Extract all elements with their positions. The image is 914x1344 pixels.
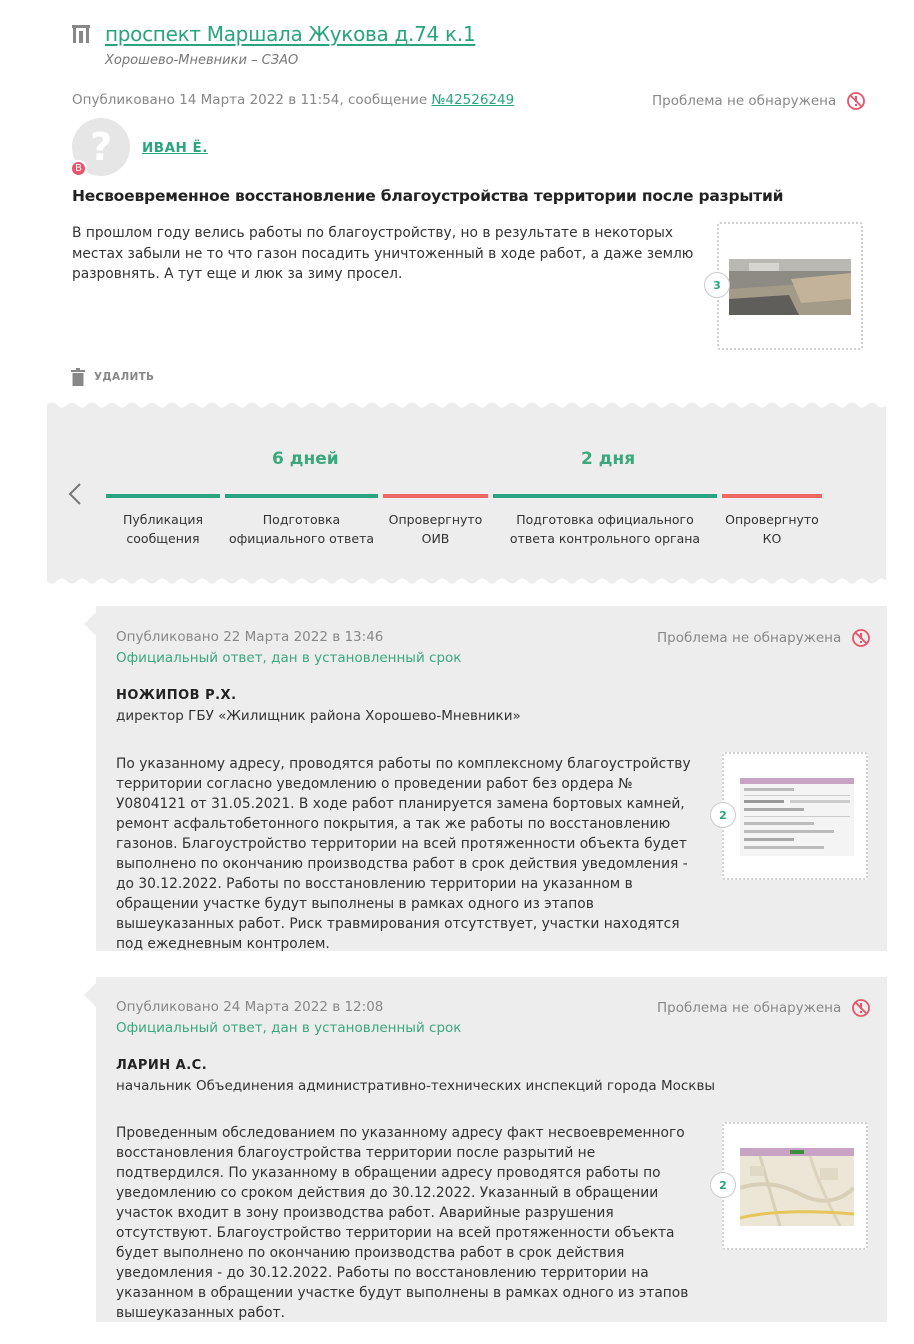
answer-notch xyxy=(84,983,96,1007)
timeline-bar-preparation-ko xyxy=(493,494,717,498)
no-problem-icon xyxy=(846,91,866,111)
photo-thumbnail xyxy=(729,259,851,315)
timeline-label-refuted-oiv: Опровергнуто ОИВ xyxy=(388,512,483,546)
answer-status xyxy=(657,628,871,648)
timeline-label-refuted-ko: Опровергнуто КО xyxy=(725,512,819,546)
answer-official-name: ЛАРИН А.С. xyxy=(116,1058,208,1073)
author-link[interactable]: ИВАН Ё. xyxy=(142,140,208,156)
timeline-bar-preparation xyxy=(225,494,378,498)
status-text: Проблема не обнаружена xyxy=(652,93,837,109)
message-number-link[interactable]: №42526249 xyxy=(431,92,515,108)
district-label: Хорошево-Мневники – СЗАО xyxy=(105,53,299,68)
answer-card-2 xyxy=(96,977,887,1322)
avatar-badge: В xyxy=(70,160,87,177)
published-text: Опубликовано 14 Марта 2022 в 11:54, сообщение xyxy=(72,92,432,108)
answer-status-text: Проблема не обнаружена xyxy=(657,1000,842,1016)
answer-official-name: НОЖИПОВ Р.Х. xyxy=(116,688,237,703)
timeline-label-preparation-ko: Подготовка официального ответа контрольного органа xyxy=(509,512,701,546)
delete-label: УДАЛИТЬ xyxy=(94,371,155,383)
answer-verdict: Официальный ответ, дан в установленный срок xyxy=(116,1020,462,1036)
published-line xyxy=(72,92,514,108)
answer-official-role: начальник Объединения административно-технических инспекций города Москвы xyxy=(116,1078,716,1094)
answer-published: Опубликовано 22 Марта 2022 в 13:46 xyxy=(116,629,384,645)
answer-photo-thumbnail xyxy=(740,778,854,856)
timeline-bar-refuted-oiv xyxy=(383,494,488,498)
avatar-glyph: ? xyxy=(89,125,113,169)
answer-status xyxy=(657,998,871,1018)
answer-published: Опубликовано 24 Марта 2022 в 12:08 xyxy=(116,999,384,1015)
answer-official-role: директор ГБУ «Жилищник района Хорошево-Мневники» xyxy=(116,708,521,724)
band-bottom-edge xyxy=(47,576,886,586)
timeline-bar-publication xyxy=(106,494,220,498)
answer-photo-thumbnail xyxy=(740,1148,854,1226)
delete-button[interactable] xyxy=(70,368,154,386)
answer-card-1 xyxy=(96,606,887,951)
photo-gallery[interactable] xyxy=(717,222,863,350)
answer-notch xyxy=(84,612,96,636)
trash-icon xyxy=(70,368,86,386)
status-line xyxy=(652,91,866,111)
timeline-bar-refuted-ko xyxy=(722,494,822,498)
timeline-days-1: 6 дней xyxy=(272,449,339,469)
answer-photo-gallery[interactable] xyxy=(722,1122,868,1250)
photo-count-badge[interactable]: 3 xyxy=(704,272,730,298)
chevron-left-icon[interactable] xyxy=(68,482,82,506)
timeline-label-publication: Публикация сообщения xyxy=(123,512,203,546)
timeline-label-preparation: Подготовка официального ответа xyxy=(228,512,375,546)
address-title[interactable]: проспект Маршала Жукова д.74 к.1 xyxy=(105,22,476,46)
answer-verdict: Официальный ответ, дан в установленный срок xyxy=(116,650,462,666)
message-text: В прошлом году велись работы по благоустройству, но в результате в некоторых местах забыли не то что газон посадить уничтоженный в ходе работ, а даже землю разровнять. А тут еще и люк за зиму просел. xyxy=(72,225,694,282)
answer-status-text: Проблема не обнаружена xyxy=(657,630,842,646)
building-icon xyxy=(70,23,92,45)
answer-text: По указанному адресу, проводятся работы по комплексному благоустройству территории согласно уведомлению о проведении работ без ордера № У0804121 от 31.05.2021. В ходе работ планируется замена бортовых камней, ремонт асфальтобетонного покрытия, а так же работы по восстановлению газонов. Благоустройство территории на всей протяженности объекта будет выполнено по окончанию производства работ в срок действия уведомления - до 30.12.2022. Работы по восстановлению территории на указанном в обращении участке будут выполнены в рамках одного из этапов вышеуказанных работ. Риск травмирования отсутствует, участки находятся под ежедневным контролем. xyxy=(116,756,691,952)
answer-text: Проведенным обследованием по указанному адресу факт несвоевременного восстановления благоустройства территории после разрытий не подтвердился. По указанному в обращении адресу проводятся работы по уведомлению со сроком действия до 30.12.2022. Указанный в обращении участок входит в зону производства работ. Аварийные разрушения отсутствуют. Благоустройство территории на всей протяженности объекта будет выполнено по окончанию производства работ в срок действия уведомления - до 30.12.2022. Работы по восстановлению территории на указанном в обращении участке будут выполнены в рамках одного из этапов вышеуказанных работ. xyxy=(116,1125,689,1321)
timeline-days-2: 2 дня xyxy=(581,449,636,469)
message-title: Несвоевременное восстановление благоустройства территории после разрытий xyxy=(72,187,784,205)
no-problem-icon xyxy=(851,998,871,1018)
answer-photo-count[interactable]: 2 xyxy=(710,1172,736,1198)
timeline-band xyxy=(47,408,886,578)
answer-photo-count[interactable]: 2 xyxy=(710,802,736,828)
no-problem-icon xyxy=(851,628,871,648)
answer-photo-gallery[interactable] xyxy=(722,752,868,880)
